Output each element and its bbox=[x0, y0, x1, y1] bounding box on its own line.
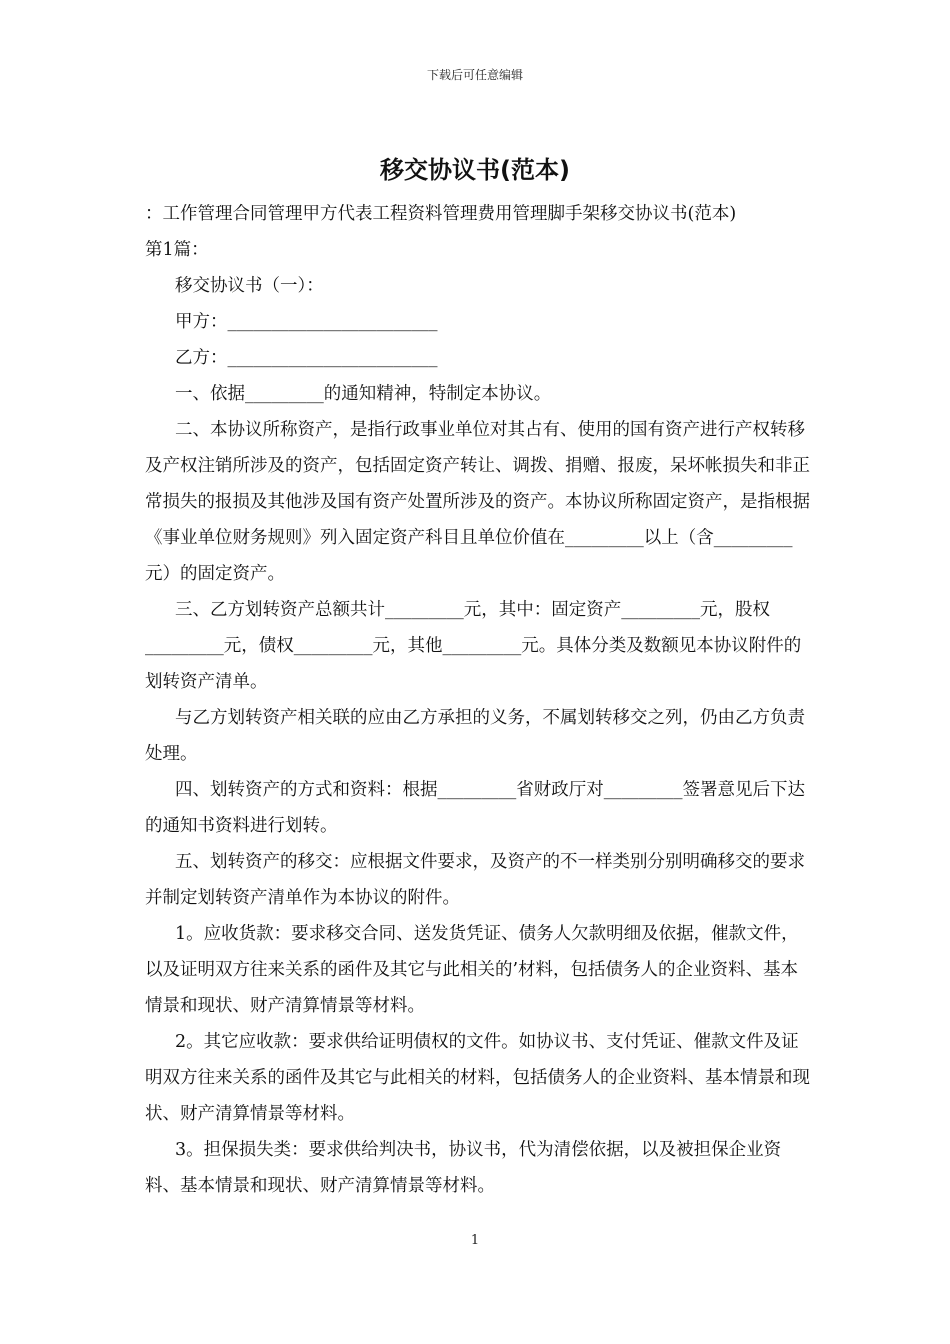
clause-5-item-1: 1。应收货款：要求移交合同、送发货凭证、债务人欠款明细及依据，催款文件，以及证明双方往来关系的函件及其它与此相关的’材料，包括债务人的企业资料、基本情景和现状、财产清算情景等材料。 bbox=[145, 924, 799, 1016]
document-title: 移交协议书(范本) bbox=[380, 156, 570, 184]
party-a-line: 甲方：________________________ bbox=[175, 312, 438, 332]
document-body bbox=[145, 196, 810, 1204]
clause-5-item-3: 3。担保损失类：要求供给判决书，协议书，代为清偿依据，以及被担保企业资料、基本情景和现状、财产清算情景等材料。 bbox=[145, 1140, 782, 1196]
party-b-line: 乙方：________________________ bbox=[175, 348, 438, 368]
clause-5-item-2: 2。其它应收款：要求供给证明债权的文件。如协议书、支付凭证、催款文件及证明双方往来关系的函件及其它与此相关的材料，包括债务人的企业资料、基本情景和现状、财产清算情景等材料。 bbox=[145, 1032, 810, 1124]
clause-1: 一、依据_________的通知精神，特制定本协议。 bbox=[175, 384, 552, 404]
page-header: 下载后可任意编辑 bbox=[426, 68, 523, 82]
clause-2: 二、本协议所称资产，是指行政事业单位对其占有、使用的国有资产进行产权转移及产权注销所涉及的资产，包括固定资产转让、调拨、捐赠、报废，呆坏帐损失和非正常损失的报损及其他涉及国有资产处置所涉及的资产。本协议所称固定资产，是指根据《事业单位财务规则》列入固定资产科目且单位价值在_________以上（含_________元）的固定资产。 bbox=[145, 420, 810, 584]
clause-5: 五、划转资产的移交：应根据文件要求，及资产的不一样类别分别明确移交的要求并制定划转资产清单作为本协议的附件。 bbox=[145, 852, 805, 908]
section-label: 第1篇： bbox=[145, 240, 209, 260]
clause-3: 三、乙方划转资产总额共计_________元，其中：固定资产_________元，股权_________元，债权_________元，其他_________元。具体分类及数额见本协议附件的划转资产清单。 bbox=[145, 600, 802, 692]
intro-line: ：工作管理合同管理甲方代表工程资料管理费用管理脚手架移交协议书(范本) bbox=[145, 204, 737, 224]
agreement-heading: 移交协议书（一）： bbox=[175, 276, 324, 296]
page-number: 1 bbox=[470, 1233, 480, 1248]
clause-3-note: 与乙方划转资产相关联的应由乙方承担的义务，不属划转移交之列，仍由乙方负责处理。 bbox=[145, 708, 805, 764]
clause-4: 四、划转资产的方式和资料：根据_________省财政厅对_________签署意见后下达的通知书资料进行划转。 bbox=[145, 780, 805, 836]
